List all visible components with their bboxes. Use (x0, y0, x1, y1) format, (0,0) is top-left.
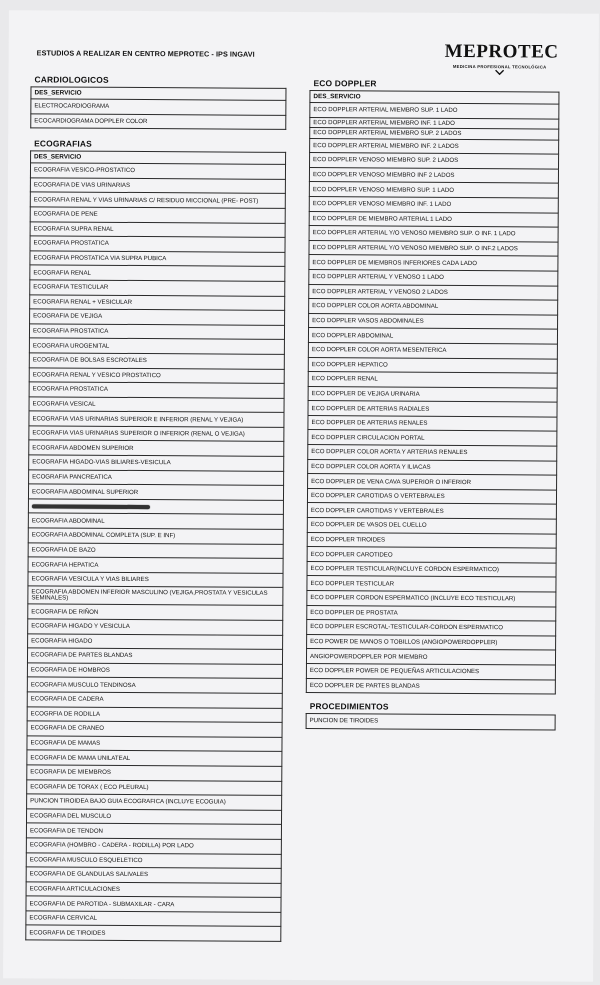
table-row (30, 251, 285, 267)
table-row (29, 426, 284, 442)
table-cell: ECO DOPPLER COLOR AORTA Y ARTERIAS RENALES (308, 445, 557, 461)
table-cell: ECO DOPPLER ARTERIAL MIEMBRO SUP. 2 LADOS (310, 128, 559, 140)
table-cell: ECOGRAFIA DE PARTES BLANDAS (27, 648, 282, 664)
table-cell: ECO DOPPLER VASOS ABDOMINALES (309, 313, 558, 329)
table-row (28, 528, 283, 544)
table-cell: ECOGRAFIA VESICO-PROSTATICO (30, 163, 285, 179)
section-title-procedimientos: PROCEDIMIENTOS (309, 701, 389, 712)
table-cell: ECO DOPPLER DE VEJIGA URINARIA (308, 386, 557, 402)
table-cell: ECO DOPPLER CAROTIDAS O VERTEBRALES (307, 488, 556, 504)
table-cell: ECO DOPPLER VENOSO MIEMBRO INF 2 LADOS (309, 167, 558, 183)
table-row (28, 513, 283, 529)
table-cell: ECOGRAFIA DE GLANDULAS SALIVALES (26, 867, 281, 883)
table-cell: ECO DOPPLER VENOSO MIEMBRO SUP. 1 LADO (309, 182, 558, 198)
table-row (30, 192, 285, 208)
table-cell: ECOGRAFIA SUPRA RENAL (30, 221, 285, 237)
redaction-mark (32, 504, 150, 509)
table-cell: ECOGRAFIA DE PAROTIDA - SUBMAXILAR - CARA (26, 896, 281, 912)
table-row (28, 586, 283, 606)
table-cell: ECO DOPPLER DE VENA CAVA SUPERIOR O INFERIOR (308, 474, 557, 490)
table-cell: ECO DOPPLER POWER DE PEQUEÑAS ARTICULACIONES (306, 664, 555, 680)
table-row (27, 765, 282, 781)
table-row (26, 896, 281, 912)
table-row (29, 324, 284, 340)
column-header: DES_SERVICIO (31, 87, 286, 101)
table-row (30, 309, 285, 325)
table-cell: ECO DOPPLER VENOSO MIEMBRO SUP. 2 LADOS (310, 153, 559, 169)
table-row (30, 294, 285, 310)
table-row (310, 103, 559, 119)
table-cell: ECOGRAFIA VESICULA Y VIAS BILIARES (28, 572, 283, 588)
table-row (29, 397, 284, 413)
table-row (30, 178, 285, 194)
table-row (309, 182, 558, 198)
table-row (308, 474, 557, 490)
table-row (28, 484, 283, 500)
logo-tagline: MEDICINA PROFESIONAL TECNOLÓGICA (452, 63, 547, 70)
table-cell: ECO DOPPLER ARTERIAL Y/O VENOSO MIEMBRO SUP. O INF. 1 LADO (309, 226, 558, 242)
section-title-cardiologicos: CARDIOLOGICOS (34, 74, 109, 85)
table-row (28, 557, 283, 573)
table-row (27, 736, 282, 752)
table-row (26, 911, 281, 927)
table-cell: ECO DOPPLER ESCROTAL-TESTICULAR-CORDON ESPERMATICO (307, 620, 556, 636)
table-row (307, 576, 556, 592)
table-row (31, 113, 286, 129)
table-row (309, 197, 558, 213)
table-row (27, 721, 282, 737)
table-cell: ECOGRAFIA DE MAMAS (27, 736, 282, 752)
table-cell: ECO DOPPLER TIROIDES (307, 532, 556, 548)
table-cell: ECOGRAFIA HIGADO-VIAS BILIARES-VESICULA (29, 455, 284, 471)
table-cell: ECO DOPPLER DE MIEMBROS INFERIORES CADA LADO (309, 255, 558, 271)
table-row (307, 532, 556, 548)
table-cell: ECOCARDIOGRAMA DOPPLER COLOR (31, 113, 286, 129)
right-column (306, 74, 560, 730)
table-row (26, 867, 281, 883)
table-row (308, 342, 557, 358)
eco-doppler-table (306, 90, 560, 695)
table-row (26, 823, 281, 839)
table-cell: ECO DOPPLER CIRCULACION PORTAL (308, 430, 557, 446)
table-cell: ECOGRAFIA RENAL (30, 265, 285, 281)
table-row (306, 678, 555, 694)
table-row (310, 138, 559, 154)
table-cell: ECO DOPPLER DE MIEMBRO ARTERIAL 1 LADO (309, 211, 558, 227)
table-row (27, 794, 282, 810)
table-row (307, 503, 556, 519)
table-row (306, 664, 555, 680)
table-row (309, 240, 558, 256)
table-row (309, 211, 558, 227)
table-row (28, 572, 283, 588)
section-title-ecografias: ECOGRAFIAS (34, 138, 93, 149)
table-cell: ECOGRAFIA PROSTATICA (29, 382, 284, 398)
table-cell: ECOGRAFIA RENAL Y VESICO PROSTATICO (29, 367, 284, 383)
table-row (307, 488, 556, 504)
table-cell: ECO DOPPLER CAROTIDEO (307, 547, 556, 563)
table-cell: ECOGRAFIA CERVICAL (26, 911, 281, 927)
table-row (29, 338, 284, 354)
table-cell: ECOGRAFIA PROSTATICA (30, 236, 285, 252)
table-row (28, 619, 283, 635)
table-row (29, 411, 284, 427)
table-cell: ECOGRAFIA DEL MUSCULO (26, 809, 281, 825)
table-row (308, 328, 557, 344)
table-row (28, 499, 283, 515)
table-cell: ECOGRAFIA DE TIROIDES (26, 925, 281, 941)
table-row (307, 518, 556, 534)
table-cell: ECO DOPPLER DE ARTERIAS RADIALES (308, 401, 557, 417)
table-cell: ECOGRAFIA PROSTATICA (29, 324, 284, 340)
table-cell: ECO DOPPLER COLOR AORTA Y ILIACAS (308, 459, 557, 475)
table-row (27, 648, 282, 664)
table-cell (28, 499, 283, 515)
table-row (30, 265, 285, 281)
logo-wordmark: MEPROTEC (444, 40, 559, 63)
table-row (309, 226, 558, 242)
table-cell: ECOGRAFIA DE CRANEO (27, 721, 282, 737)
table-cell: ECOGRAFIA DE MIEMBROS (27, 765, 282, 781)
table-row (309, 299, 558, 315)
table-cell: ECOGRAFIA DE PENE (30, 207, 285, 223)
table-row (29, 353, 284, 369)
table-cell: ECOGRAFIA DE RIÑON (28, 604, 283, 620)
table-row (309, 284, 558, 300)
table-cell: ECO DOPPLER VENOSO MIEMBRO INF. 1 LADO (309, 197, 558, 213)
table-cell: ECOGRAFIA VIAS URINARIAS SUPERIOR E INFERIOR (RENAL Y VEJIGA) (29, 411, 284, 427)
table-cell: ECOGRAFIA TESTICULAR (30, 280, 285, 296)
table-cell: ECOGRAFIA DE MAMA UNILATEAL (27, 750, 282, 766)
table-row (309, 167, 558, 183)
section-title-eco-doppler: ECO DOPPLER (313, 78, 377, 89)
table-row (309, 313, 558, 329)
table-cell: ECO DOPPLER CAROTIDAS Y VERTEBRALES (307, 503, 556, 519)
table-cell: ECOGRAFIA DE VIAS URINARIAS (30, 178, 285, 194)
table-cell: ECOGRAFIA DE TENDON (26, 823, 281, 839)
table-row (310, 153, 559, 169)
document-title: ESTUDIOS A REALIZAR EN CENTRO MEPROTEC - IPS INGAVI (36, 48, 255, 59)
table-row (308, 357, 557, 373)
table-row (308, 372, 557, 388)
table-row (29, 367, 284, 383)
table-row (307, 561, 556, 577)
table-row (29, 455, 284, 471)
table-cell: ECO DOPPLER DE ARTERIAS RENALES (308, 415, 557, 431)
table-cell: ECO POWER DE MANOS O TOBILLOS (ANGIOPOWERDOPPLER) (307, 634, 556, 650)
table-cell: ECOGRAFIA DE TORAX ( ECO PLEURAL) (27, 779, 282, 795)
table-cell: ECOGRAFIA MUSCULO ESQUELETICO (26, 852, 281, 868)
table-cell: ECOGRAFIA MUSCULO TENDINOSA (27, 677, 282, 693)
table-cell: ECO DOPPLER COLOR AORTA MESENTERICA (308, 342, 557, 358)
table-cell: ECOGRAFIA VIAS URINARIAS SUPERIOR O INFERIOR (RENAL O VEJIGA) (29, 426, 284, 442)
table-cell: ECOGRAFIA ABDOMEN INFERIOR MASCULINO (VEJIGA,PROSTATA Y VESICULAS SEMINALES) (28, 586, 283, 606)
table-cell: PUNCION TIROIDEA BAJO GUIA ECOGRAFICA (INCLUYE ECOGUIA) (27, 794, 282, 810)
table-cell: ECOGRAFIA (HOMBRO - CADERA - RODILLA) POR LADO (26, 838, 281, 854)
table-row (28, 604, 283, 620)
table-cell: ECO DOPPLER ARTERIAL MIEMBRO SUP. 1 LADO (310, 103, 559, 119)
table-cell: ECO DOPPLER CORDON ESPERMATICO (INCLUYE ECO TESTICULAR) (307, 591, 556, 607)
table-cell: ECOGRFIA DE RODILLA (27, 706, 282, 722)
ecografias-table (25, 151, 286, 942)
table-row (29, 382, 284, 398)
table-cell: ECO DOPPLER ARTERIAL MIEMBRO INF. 2 LADOS (310, 138, 559, 154)
table-row (29, 440, 284, 456)
table-row (27, 677, 282, 693)
table-cell: ECO DOPPLER DE VASOS DEL CUELLO (307, 518, 556, 534)
table-cell: ECO DOPPLER COLOR AORTA ABDOMINAL (309, 299, 558, 315)
table-cell: ECOGRAFIA PANCREATICA (29, 469, 284, 485)
table-row (26, 809, 281, 825)
table-cell: ECOGRAFIA ABDOMINAL COMPLETA (SUP. E INF) (28, 528, 283, 544)
table-cell: ECO DOPPLER TESTICULAR(INCLUYE CORDON ESPERMATICO) (307, 561, 556, 577)
table-cell: ECOGRAFIA ABDOMEN SUPERIOR (29, 440, 284, 456)
table-cell: ECOGRAFIA UROGENITAL (29, 338, 284, 354)
table-cell: ECO DOPPLER ARTERIAL Y VENOSO 1 LADO (309, 269, 558, 285)
table-row (308, 430, 557, 446)
table-cell: ECO DOPPLER DE PARTES BLANDAS (306, 678, 555, 694)
table-row (27, 692, 282, 708)
table-row (309, 255, 558, 271)
table-row (27, 750, 282, 766)
table-cell: ECOGRAFIA HIGADO (28, 633, 283, 649)
table-row (307, 620, 556, 636)
table-row (26, 838, 281, 854)
table-row (30, 163, 285, 179)
table-row (308, 386, 557, 402)
table-row (26, 852, 281, 868)
table-row (26, 925, 281, 941)
table-cell: ECO DOPPLER HEPATICO (308, 357, 557, 373)
table-cell: ECO DOPPLER ABDOMINAL (308, 328, 557, 344)
table-row (308, 415, 557, 431)
table-row (27, 663, 282, 679)
table-cell: ECOGRAFIA ARTICULACIONES (26, 882, 281, 898)
table-cell: ECOGRAFIA ABDOMINAL SUPERIOR (28, 484, 283, 500)
table-row (308, 401, 557, 417)
table-row (307, 605, 556, 621)
table-cell: ECO DOPPLER ARTERIAL Y VENOSO 2 LADOS (309, 284, 558, 300)
table-row (26, 882, 281, 898)
procedimientos-table (306, 713, 556, 730)
table-cell: ECOGRAFIA HEPATICA (28, 557, 283, 573)
table-cell: ECOGRAFIA DE HOMBROS (27, 663, 282, 679)
table-cell: ECOGRAFIA VESICAL (29, 397, 284, 413)
table-row (30, 221, 285, 237)
table-row (29, 469, 284, 485)
table-cell: ECOGRAFIA DE BAZO (28, 542, 283, 558)
left-column (25, 70, 286, 942)
document-sheet (3, 10, 599, 982)
table-row (306, 649, 555, 665)
table-cell: ECOGRAFIA DE VEJIGA (30, 309, 285, 325)
table-cell: ECOGRAFIA PROSTATICA VIA SUPRA PUBICA (30, 251, 285, 267)
table-row (27, 779, 282, 795)
table-row (27, 706, 282, 722)
table-row (307, 591, 556, 607)
table-cell: ECO DOPPLER DE PROSTATA (307, 605, 556, 621)
table-row (307, 547, 556, 563)
table-cell: PUNCION DE TIROIDES (306, 714, 555, 730)
table-cell: ECOGRAFIA DE CADERA (27, 692, 282, 708)
table-row (30, 280, 285, 296)
table-cell: ECOGRAFIA DE BOLSAS ESCROTALES (29, 353, 284, 369)
table-row (28, 633, 283, 649)
table-cell: ECOGRAFIA RENAL Y VIAS URINARIAS C/ RESIDUO MICCIONAL (PRE- POST) (30, 192, 285, 208)
table-row (28, 542, 283, 558)
table-row (309, 269, 558, 285)
table-row (308, 459, 557, 475)
table-cell: ANGIOPOWERDOPPLER POR MIEMBRO (306, 649, 555, 665)
table-cell: ECO DOPPLER RENAL (308, 372, 557, 388)
column-header: DES_SERVICIO (31, 151, 286, 165)
cardiologicos-table (30, 86, 286, 130)
meprotec-logo (444, 40, 559, 76)
table-cell: ECOGRAFIA ABDOMINAL (28, 513, 283, 529)
table-cell: ELECTROCARDIOGRAMA (31, 99, 286, 115)
table-cell: ECO DOPPLER ARTERIAL MIEMBRO INF. 1 LADO (310, 117, 559, 129)
table-row (31, 99, 286, 115)
column-header: DES_SERVICIO (310, 91, 559, 105)
table-cell: ECOGRAFIA HIGADO Y VESICULA (28, 619, 283, 635)
table-row (30, 207, 285, 223)
table-cell: ECOGRAFIA RENAL + VESICULAR (30, 294, 285, 310)
table-cell: ECO DOPPLER TESTICULAR (307, 576, 556, 592)
table-row (307, 634, 556, 650)
table-row (306, 714, 555, 730)
table-row (30, 236, 285, 252)
table-cell: ECO DOPPLER ARTERIAL Y/O VENOSO MIEMBRO SUP. O INF.2 LADOS (309, 240, 558, 256)
table-row (308, 445, 557, 461)
